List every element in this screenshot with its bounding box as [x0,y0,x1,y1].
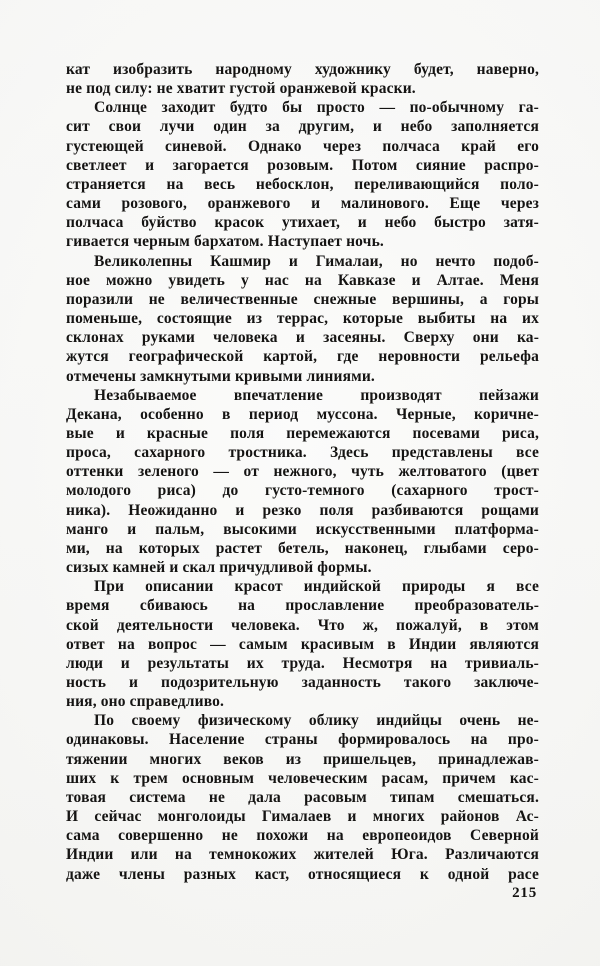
paragraph [66,60,539,98]
text-line: ской деятельности человека. Что ж, пожалуй, в этом [66,616,539,634]
page-number: 215 [512,885,537,901]
text-line: ника). Неожиданно и резко поля разбиваются рощами [66,501,539,519]
paragraph [66,386,539,578]
text-line: страняется на весь небосклон, переливающийся поло- [66,175,539,193]
text-line: По своему физическому облику индийцы очень не- [94,712,539,730]
text-line: жутся географической картой, где неровности рельефа [66,348,539,366]
paragraph [66,577,539,711]
text-line: одинаковы. Население страны формировалось на про- [66,731,539,749]
paragraph [66,711,539,883]
text-line: ми, на которых растет бетель, наконец, глыбами серо- [66,539,539,557]
text-line: товая система не дала расовым типам смешаться. [66,788,539,806]
text-line: проса, сахарного тростника. Здесь представлены все [66,444,539,462]
text-line: ное можно увидеть у нас на Кавказе и Алтае. Меня [66,271,539,289]
text-line: сами розового, оранжевого и малинового. Еще через [66,195,539,213]
text-line: сизых камней и скал причудливой формы. [66,559,372,577]
text-line: склонах руками человека и засеяны. Сверху они ка- [66,329,539,347]
text-line: молодого риса) до густо-темного (сахарного трост- [66,482,539,500]
text-line: кат изобразить народному художнику будет, наверно, [66,61,539,78]
text-line: вые и красные поля перемежаются посевами риса, [66,424,539,442]
text-line: сама совершенно не похожи на европеоидов Северной [66,827,539,845]
text-line: ответ на вопрос — самым красивым в Индии являются [66,635,539,653]
text-line: люди и результаты их труда. Несмотря на тривиаль- [66,654,539,672]
paragraph [66,252,539,386]
text-line: Солнце заходит будто бы просто — по-обычному га- [94,99,539,117]
text-line: сит свои лучи один за другим, и небо заполняется [66,118,539,136]
text-line: ших к трем основным человеческим расам, причем кас- [66,769,539,787]
text-line: Индии или на темнокожих жителей Юга. Различаются [66,846,539,864]
text-line: При описании красот индийской природы я все [94,578,539,596]
text-line: Декана, особенно в период муссона. Черные, коричне- [66,405,539,423]
text-block [66,60,539,884]
text-line: манго и пальм, высокими искусственными платформа- [66,520,539,538]
text-line: густеющей синевой. Однако через полчаса край его [66,137,539,155]
text-line: тяжении многих веков из пришельцев, принадлежав- [66,750,539,768]
text-line: даже члены разных каст, относящиеся к одной расе [66,865,539,883]
text-line: гивается черным бархатом. Наступает ночь. [66,233,384,251]
text-line: время сбиваюсь на прославление преобразователь- [66,597,539,615]
text-line: полчаса буйство красок утихает, и небо быстро затя- [66,214,539,232]
text-line: светлеет и загорается розовым. Потом сияние распро- [66,156,539,174]
text-line: ния, оно справедливо. [66,693,225,711]
text-line: отмечены замкнутыми кривыми линиями. [66,367,375,385]
text-line: Великолепны Кашмир и Гималаи, но нечто подоб- [94,252,539,270]
text-line: поразили не величественные снежные вершины, а горы [66,290,539,308]
paragraph [66,98,539,251]
text-line: ность и подозрительную заданность такого заключе- [66,674,539,691]
text-line: не под силу: не хватит густой оранжевой краски. [66,80,416,98]
text-line: оттенки зеленого — от нежного, чуть желтоватого (цвет [66,463,539,481]
text-line: Незабываемое впечатление производят пейзажи [94,386,539,404]
text-line: И сейчас монголоиды Гималаев и многих районов Ас- [66,808,539,826]
text-line: поменьше, состоящие из террас, которые выбиты на их [66,310,539,328]
